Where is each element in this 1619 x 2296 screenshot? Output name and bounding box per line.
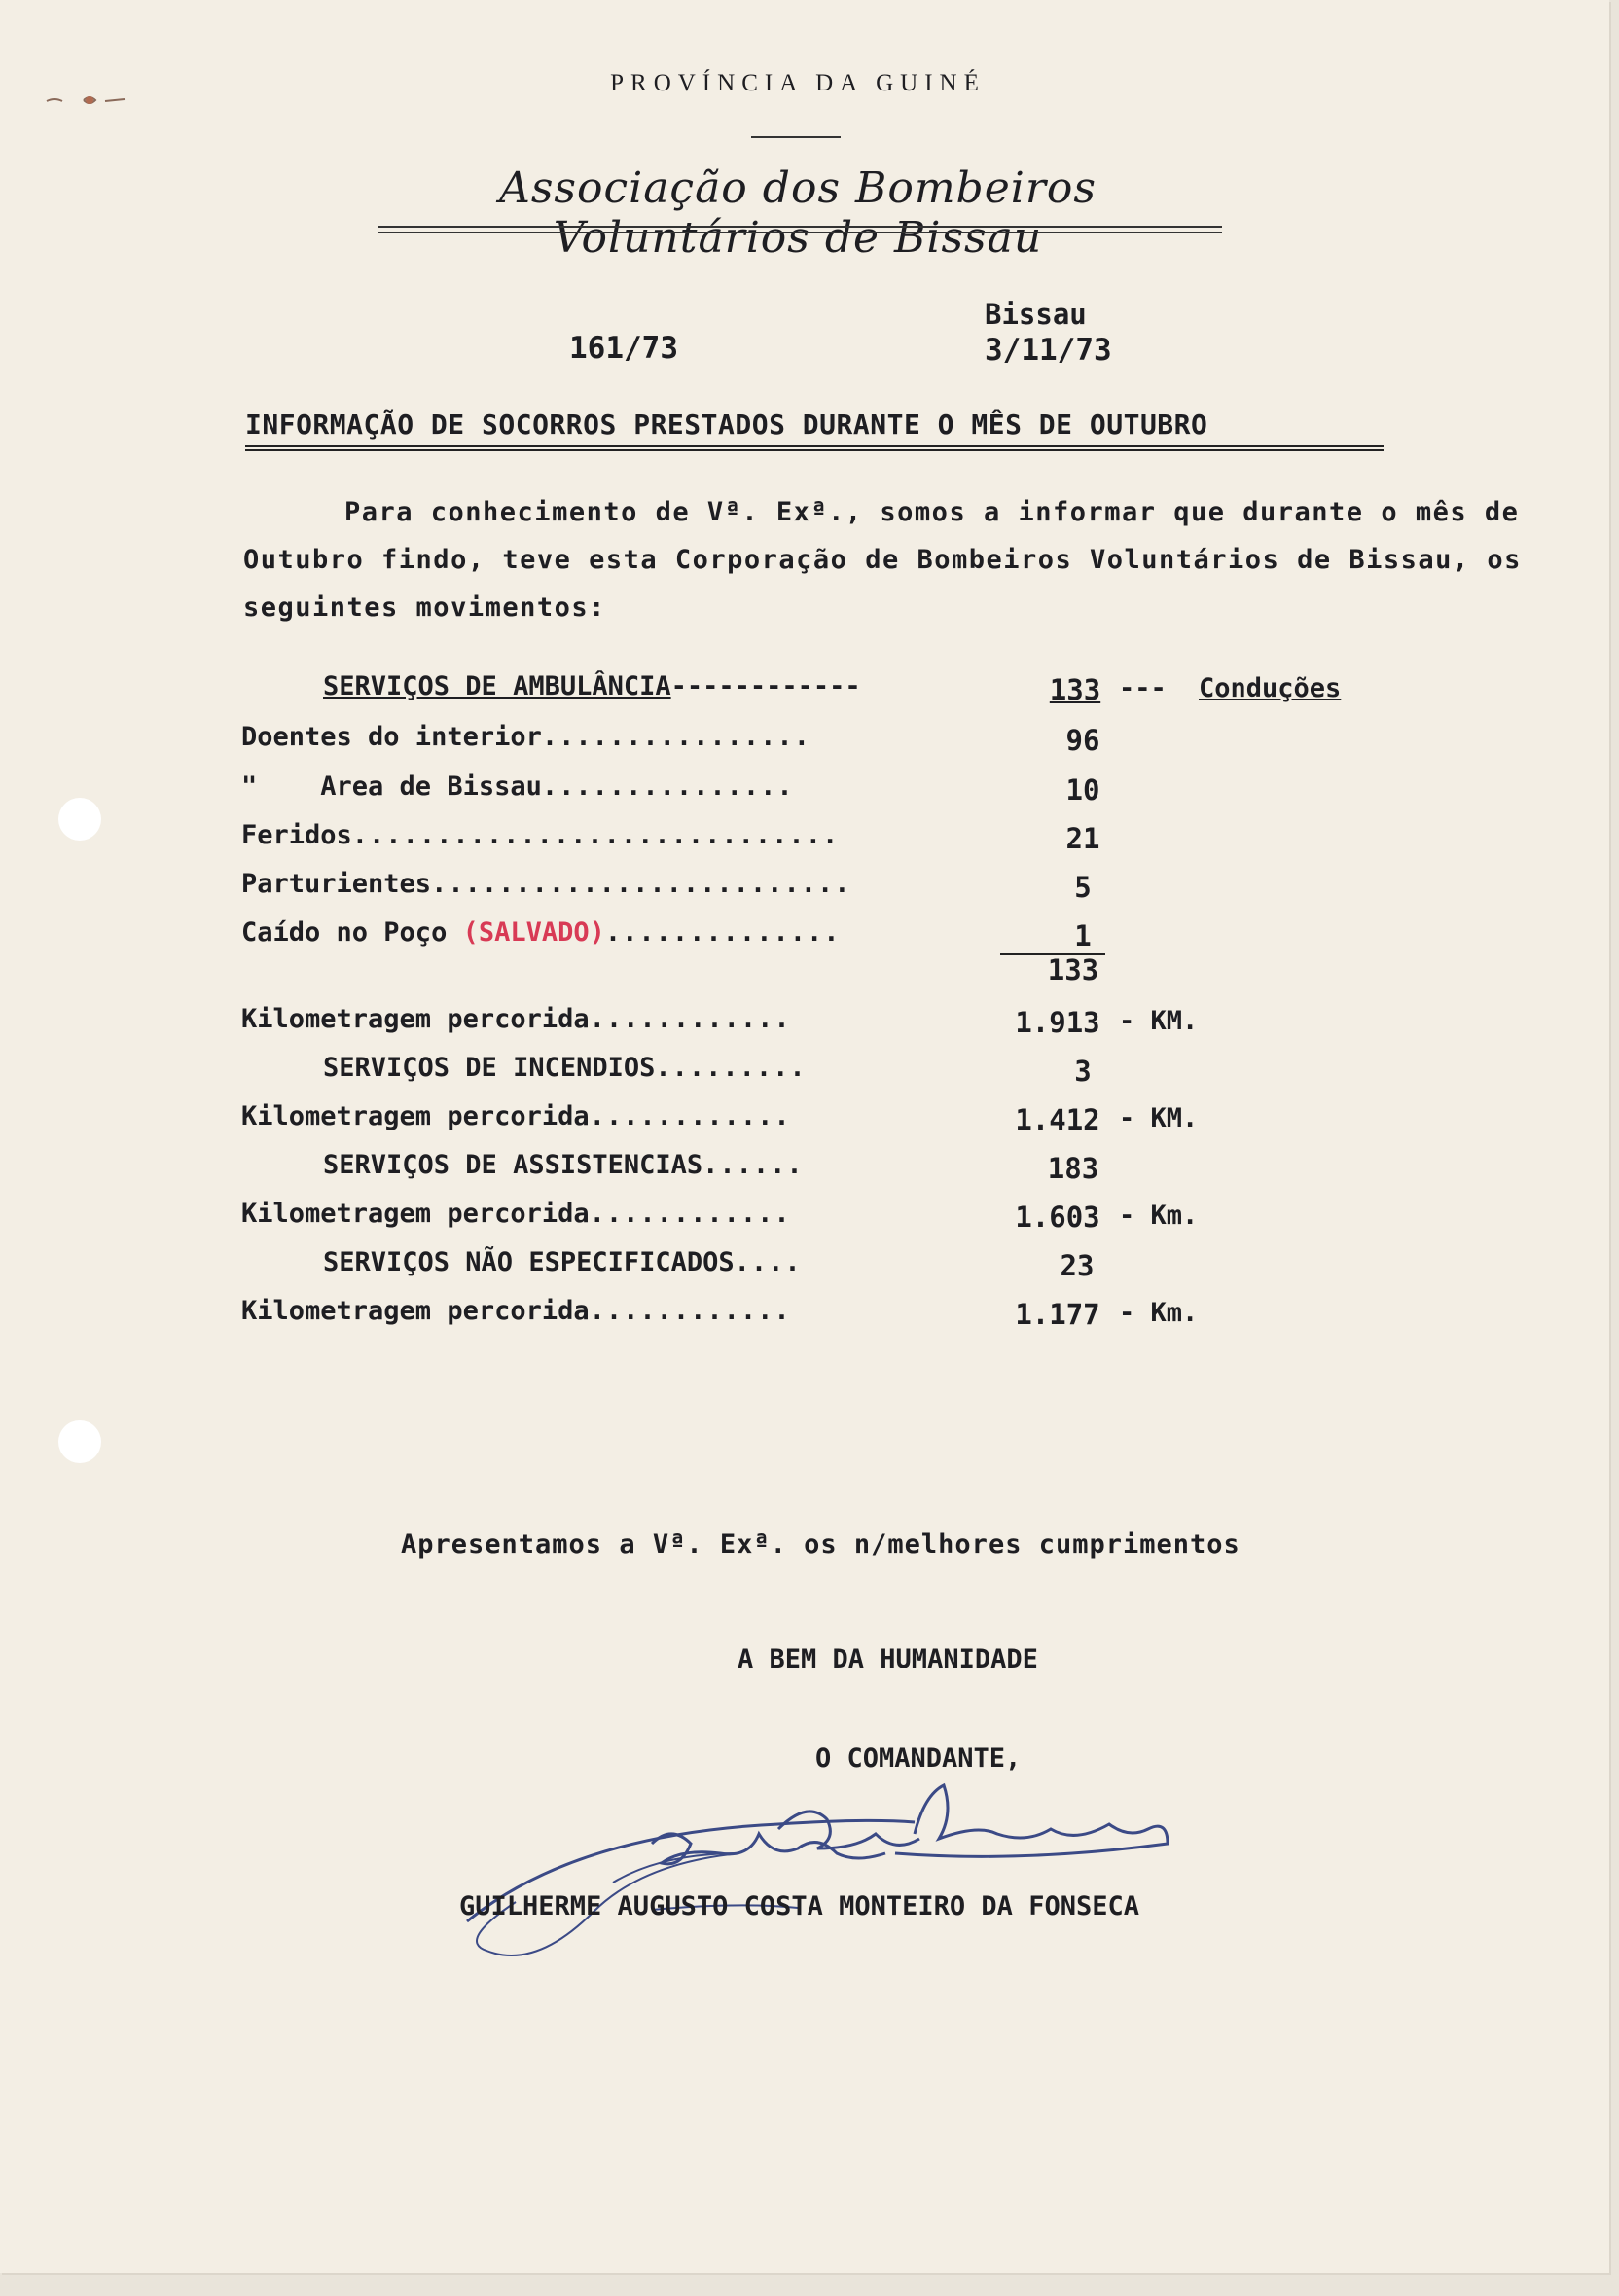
ambulance-heading-label: SERVIÇOS DE AMBULÂNCIA bbox=[323, 671, 671, 701]
association-name: Associação dos Bombeiros Voluntários de Bissau bbox=[499, 163, 1097, 263]
ambulance-row bbox=[241, 869, 850, 899]
row-label: Caído no Poço bbox=[241, 917, 463, 948]
ambulance-row bbox=[241, 917, 840, 948]
row-label: " Area de Bissau bbox=[241, 771, 542, 802]
association-rule bbox=[378, 226, 1222, 228]
association-rule-2 bbox=[378, 232, 1222, 233]
row-value: 10 bbox=[1065, 773, 1100, 807]
service-row bbox=[241, 1004, 791, 1034]
service-label: Kilometragem percorida bbox=[241, 1296, 590, 1326]
province-heading: PROVÍNCIA DA GUINÉ bbox=[610, 70, 986, 96]
row-dots: ......................... bbox=[431, 869, 851, 899]
ambulance-row bbox=[241, 820, 839, 850]
ambulance-total-dashes: --- bbox=[1119, 673, 1167, 703]
ambulance-row bbox=[241, 722, 810, 752]
row-label: Doentes do interior bbox=[241, 722, 542, 752]
row-value: 1 bbox=[1074, 919, 1092, 952]
service-label: SERVIÇOS DE ASSISTENCIAS bbox=[323, 1150, 703, 1180]
document-title: INFORMAÇÃO DE SOCORROS PRESTADOS DURANTE O MÊS DE OUTUBRO bbox=[245, 409, 1208, 441]
service-unit: - Km. bbox=[1119, 1201, 1199, 1231]
date: 3/11/73 bbox=[985, 333, 1112, 368]
row-dots: .............. bbox=[604, 917, 841, 948]
row-value: 5 bbox=[1074, 871, 1092, 904]
service-dots: ......... bbox=[655, 1053, 807, 1083]
row-value: 96 bbox=[1065, 724, 1100, 757]
service-row bbox=[323, 1247, 802, 1277]
service-row bbox=[241, 1101, 791, 1131]
row-dots: ................ bbox=[541, 722, 810, 752]
row-label: Feridos bbox=[241, 820, 352, 850]
service-dots: ...... bbox=[702, 1150, 804, 1180]
service-dots: ............ bbox=[589, 1296, 791, 1326]
reference-number: 161/73 bbox=[569, 331, 678, 366]
intro-paragraph bbox=[243, 488, 1586, 631]
service-value: 1.603 bbox=[1015, 1201, 1100, 1234]
service-value: 1.913 bbox=[1015, 1006, 1100, 1039]
service-dots: .... bbox=[734, 1247, 802, 1277]
punch-hole-top bbox=[58, 798, 101, 841]
row-value: 21 bbox=[1065, 822, 1100, 855]
service-row bbox=[241, 1199, 791, 1229]
service-unit: - KM. bbox=[1119, 1006, 1199, 1036]
service-value: 23 bbox=[1060, 1249, 1095, 1282]
row-label: Parturientes bbox=[241, 869, 432, 899]
row-dots: ............... bbox=[541, 771, 794, 802]
place: Bissau bbox=[985, 298, 1087, 331]
punch-hole-bottom bbox=[58, 1420, 101, 1463]
service-value: 1.177 bbox=[1015, 1298, 1100, 1331]
title-underline-2 bbox=[245, 449, 1384, 451]
service-unit: - KM. bbox=[1119, 1103, 1199, 1133]
title-underline bbox=[245, 445, 1384, 447]
ambulance-sum: 133 bbox=[1047, 953, 1099, 987]
service-row bbox=[323, 1150, 804, 1180]
service-value: 1.412 bbox=[1015, 1103, 1100, 1136]
ambulance-heading-dashes: ------------ bbox=[670, 671, 861, 701]
commander-name: GUILHERME AUGUSTO COSTA MONTEIRO DA FONSECA bbox=[459, 1891, 1139, 1921]
service-label: Kilometragem percorida bbox=[241, 1004, 590, 1034]
ambulance-row bbox=[241, 771, 794, 802]
service-row bbox=[241, 1296, 791, 1326]
intro-text: Para conhecimento de Vª. Exª., somos a informar que durante o mês de Outubro findo, teve esta Corporação de Bombeiros Voluntários de Bissau, os seguintes movimentos: bbox=[243, 497, 1522, 623]
service-label: Kilometragem percorida bbox=[241, 1101, 590, 1131]
ambulance-total: 133 bbox=[1049, 673, 1101, 706]
ambulance-heading bbox=[323, 671, 861, 701]
closing-greeting: Apresentamos a Vª. Exª. os n/melhores cumprimentos bbox=[401, 1529, 1241, 1560]
service-row bbox=[323, 1053, 807, 1083]
service-value: 3 bbox=[1074, 1055, 1092, 1088]
service-value: 183 bbox=[1047, 1152, 1099, 1185]
signature bbox=[457, 1776, 1352, 1965]
service-label: SERVIÇOS DE INCENDIOS bbox=[323, 1053, 656, 1083]
header-divider bbox=[751, 136, 841, 138]
service-dots: ............ bbox=[589, 1004, 791, 1034]
service-unit: - Km. bbox=[1119, 1298, 1199, 1328]
ambulance-total-label: Conduções bbox=[1199, 673, 1342, 703]
closing-motto: A BEM DA HUMANIDADE bbox=[738, 1644, 1038, 1674]
service-label: Kilometragem percorida bbox=[241, 1199, 590, 1229]
salvado-note: (SALVADO) bbox=[462, 917, 605, 948]
service-dots: ............ bbox=[589, 1101, 791, 1131]
row-dots: ............................. bbox=[351, 820, 840, 850]
service-label: SERVIÇOS NÃO ESPECIFICADOS bbox=[323, 1247, 735, 1277]
service-dots: ............ bbox=[589, 1199, 791, 1229]
closing-role: O COMANDANTE, bbox=[815, 1743, 1022, 1774]
